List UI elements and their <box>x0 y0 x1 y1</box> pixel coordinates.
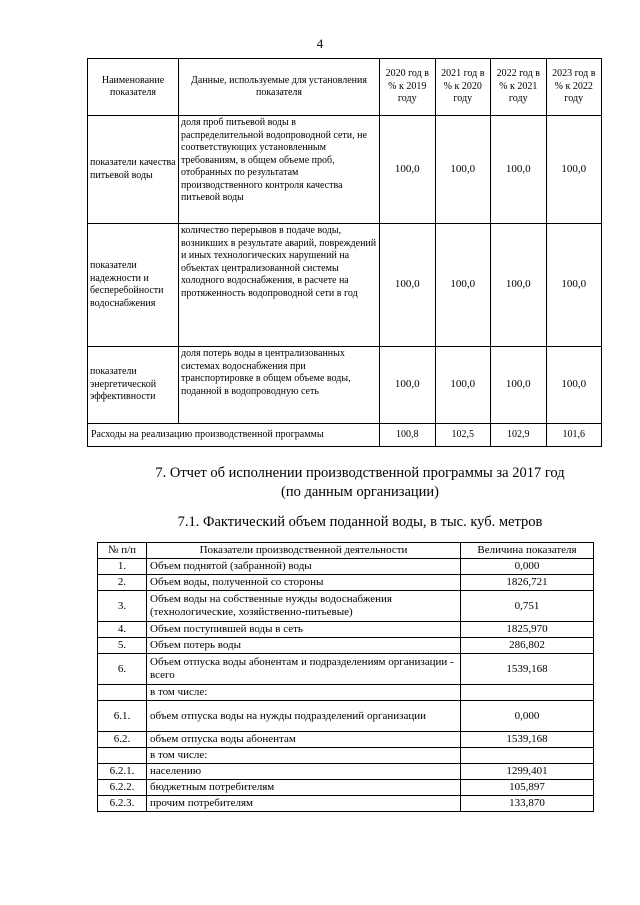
row-value: 133,870 <box>461 796 594 812</box>
header-value: Величина показателя <box>461 543 594 559</box>
row-value <box>461 748 594 764</box>
value-2021: 100,0 <box>435 347 491 424</box>
table-row <box>98 638 594 654</box>
header-indicator-name: Наименование показателя <box>88 59 179 116</box>
row-value: 1826,721 <box>461 575 594 591</box>
row-label: в том числе: <box>147 748 461 764</box>
table-row <box>88 224 602 347</box>
table-row <box>98 796 594 812</box>
row-label: Объем поступившей воды в сеть <box>147 622 461 638</box>
row-label: Объем воды на собственные нужды водоснабжения (технологические, хозяйственно-питьевые) <box>147 591 461 622</box>
value-2023: 100,0 <box>546 347 602 424</box>
water-volume-table <box>97 542 594 812</box>
table-row <box>98 685 594 701</box>
value-2023: 100,0 <box>546 224 602 347</box>
row-value: 1825,970 <box>461 622 594 638</box>
subsection-title: 7.1. Фактический объем поданной воды, в тыс. куб. метров <box>177 514 543 530</box>
row-value: 0,000 <box>461 701 594 732</box>
table-header-row <box>88 59 602 116</box>
row-number: 6.1. <box>98 701 147 732</box>
summary-2021: 102,5 <box>435 424 491 447</box>
summary-2020: 100,8 <box>380 424 436 447</box>
row-label: прочим потребителям <box>147 796 461 812</box>
row-label: в том числе: <box>147 685 461 701</box>
table-row <box>98 654 594 685</box>
row-value: 1539,168 <box>461 654 594 685</box>
indicator-description: доля потерь воды в централизованных системах водоснабжения при транспортировке в общем объеме воды, поданной в водопроводную сеть <box>179 347 380 424</box>
row-label: Объем потерь воды <box>147 638 461 654</box>
row-number: 6. <box>98 654 147 685</box>
row-number: 3. <box>98 591 147 622</box>
row-number: 5. <box>98 638 147 654</box>
value-2020: 100,0 <box>380 116 436 224</box>
row-value: 1539,168 <box>461 732 594 748</box>
row-label: объем отпуска воды на нужды подразделений организации <box>147 701 461 732</box>
row-label: объем отпуска воды абонентам <box>147 732 461 748</box>
table-row <box>98 575 594 591</box>
value-2022: 100,0 <box>491 116 547 224</box>
row-label: Объем отпуска воды абонентам и подразделениям организации - всего <box>147 654 461 685</box>
header-data-used: Данные, используемые для установления показателя <box>179 59 380 116</box>
page-number: 4 <box>316 36 324 51</box>
row-number <box>98 748 147 764</box>
row-value: 1299,401 <box>461 764 594 780</box>
summary-label: Расходы на реализацию производственной программы <box>88 424 380 447</box>
row-label: населению <box>147 764 461 780</box>
header-2021: 2021 год в % к 2020 году <box>435 59 491 116</box>
table-row <box>98 764 594 780</box>
row-label: бюджетным потребителям <box>147 780 461 796</box>
table-row <box>98 622 594 638</box>
row-number: 6.2. <box>98 732 147 748</box>
value-2021: 100,0 <box>435 116 491 224</box>
summary-2023: 101,6 <box>546 424 602 447</box>
indicator-description: количество перерывов в подаче воды, возникших в результате аварий, повреждений и иных технологических нарушений на объектах централизованной системы холодного водоснабжения, в расчете на протяженность водопроводной сети в год <box>179 224 380 347</box>
row-number <box>98 685 147 701</box>
row-number: 1. <box>98 559 147 575</box>
summary-row <box>88 424 602 447</box>
indicator-name: показатели энергетической эффективности <box>88 347 179 424</box>
section-title-line2: (по данным организации) <box>280 484 439 500</box>
table-row <box>98 701 594 732</box>
indicator-name: показатели надежности и бесперебойности водоснабжения <box>88 224 179 347</box>
table-row <box>88 347 602 424</box>
row-value: 286,802 <box>461 638 594 654</box>
value-2021: 100,0 <box>435 224 491 347</box>
row-number: 6.2.3. <box>98 796 147 812</box>
table-row <box>98 591 594 622</box>
row-value: 0,000 <box>461 559 594 575</box>
value-2022: 100,0 <box>491 224 547 347</box>
table-row <box>98 559 594 575</box>
table-row <box>88 116 602 224</box>
row-label: Объем поднятой (забранной) воды <box>147 559 461 575</box>
row-label: Объем воды, полученной со стороны <box>147 575 461 591</box>
table-header-row <box>98 543 594 559</box>
indicators-table <box>87 58 602 447</box>
header-2022: 2022 год в % к 2021 году <box>491 59 547 116</box>
header-2020: 2020 год в % к 2019 году <box>380 59 436 116</box>
value-2020: 100,0 <box>380 347 436 424</box>
table-row <box>98 780 594 796</box>
header-indicator: Показатели производственной деятельности <box>147 543 461 559</box>
header-number: № п/п <box>98 543 147 559</box>
indicator-name: показатели качества питьевой воды <box>88 116 179 224</box>
row-value: 105,897 <box>461 780 594 796</box>
section-title-line1: 7. Отчет об исполнении производственной программы за 2017 год <box>155 465 565 481</box>
value-2022: 100,0 <box>491 347 547 424</box>
row-number: 6.2.2. <box>98 780 147 796</box>
row-value: 0,751 <box>461 591 594 622</box>
row-value <box>461 685 594 701</box>
indicator-description: доля проб питьевой воды в распределительной водопроводной сети, не соответствующих установленным требованиям, в общем объеме проб, отобранных по результатам производственного контроля качества питьевой воды <box>179 116 380 224</box>
table-row <box>98 732 594 748</box>
row-number: 6.2.1. <box>98 764 147 780</box>
row-number: 4. <box>98 622 147 638</box>
table-row <box>98 748 594 764</box>
value-2020: 100,0 <box>380 224 436 347</box>
summary-2022: 102,9 <box>491 424 547 447</box>
section-title <box>80 464 640 502</box>
row-number: 2. <box>98 575 147 591</box>
value-2023: 100,0 <box>546 116 602 224</box>
header-2023: 2023 год в % к 2022 году <box>546 59 602 116</box>
